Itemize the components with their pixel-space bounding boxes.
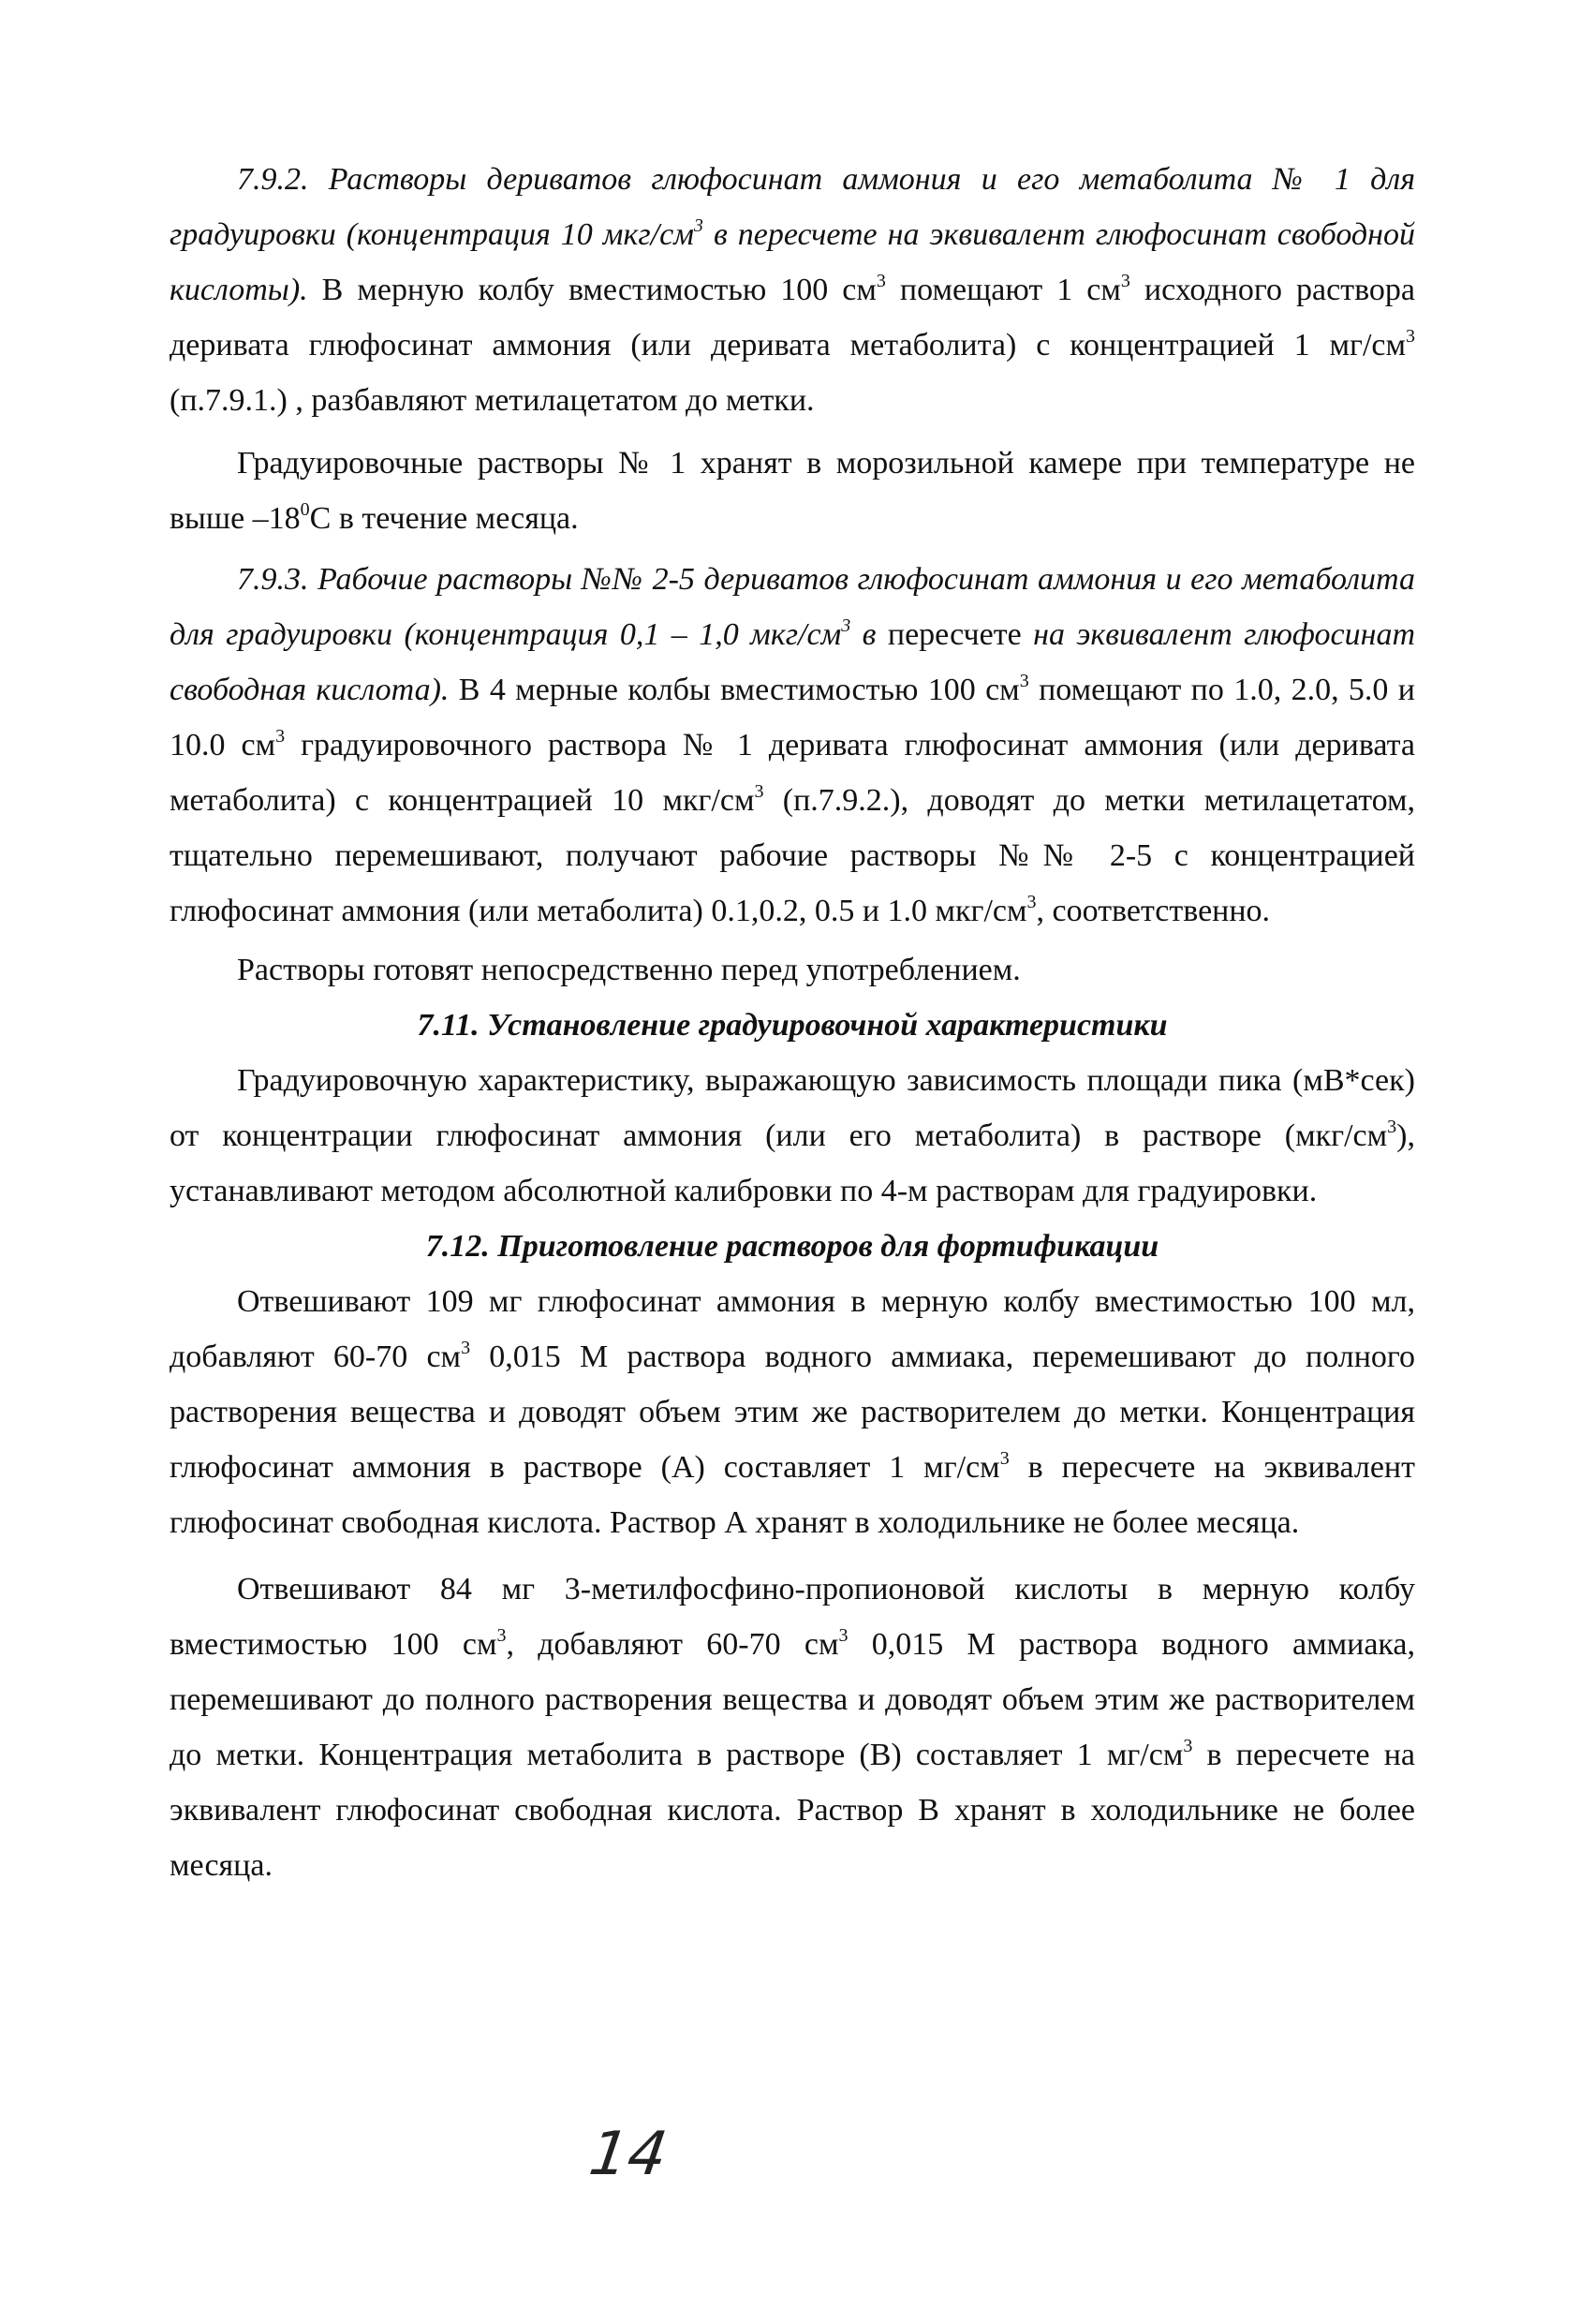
section-title-7-9-3-continued: в <box>850 617 877 652</box>
text-run: 0,015 М раствора водного аммиака, перемешивают до полного растворения вещества и доводят объем этим же растворителем до метки. Концентрация глюфосинат аммония в растворе (А) составляет 1 мг/см <box>170 1340 1416 1485</box>
superscript: 3 <box>693 215 703 236</box>
text-run: C в течение месяца. <box>309 501 579 536</box>
superscript: 3 <box>1026 892 1037 912</box>
section-title-7-9-3-end: на эквивалент глюфосинат свободная кислота). <box>170 617 1415 707</box>
text-run: , добавляют 60-70 см <box>506 1627 839 1662</box>
text-run: помещают по 1.0, 2.0, 5.0 и 10.0 см <box>170 673 1415 762</box>
superscript: 3 <box>461 1338 471 1358</box>
page-content <box>170 152 1415 1893</box>
text-run: градуировочного раствора № 1 деривата глюфосинат аммония (или деривата метаболита) с концентрацией 10 мкг/см <box>170 728 1416 818</box>
text-run: (п.7.9.1.) , разбавляют метилацетатом до метки. <box>170 383 815 418</box>
superscript: 3 <box>275 726 286 747</box>
text-run: , соответственно. <box>1036 894 1271 928</box>
text-run: (п.7.9.2.), доводят до метки метилацетатом, тщательно перемешивают, получают рабочие растворы №№ 2-5 с концентрацией глюфосинат аммония (или метаболита) 0.1,0.2, 0.5 и 1.0 мкг/см <box>170 783 1415 928</box>
text-run: помещают 1 см <box>885 273 1121 307</box>
text-run: исходного раствора деривата глюфосинат аммония (или деривата метаболита) с концентрацией 1 мг/см <box>170 273 1416 363</box>
superscript: 3 <box>1406 326 1415 347</box>
superscript: 3 <box>1183 1736 1193 1756</box>
text-run: В мерную колбу вместимостью 100 см <box>307 273 877 307</box>
text-run: пересчете <box>876 617 1034 652</box>
text-run: 0,015 М раствора водного аммиака, перемешивают до полного растворения вещества и доводят объем этим же растворителем до метки. Концентрация метаболита в растворе (В) составляет 1 мг/см <box>170 1627 1416 1772</box>
paragraph-storage <box>170 436 1415 546</box>
superscript: 3 <box>876 271 886 291</box>
paragraph-7-11 <box>170 1053 1415 1219</box>
superscript: 0 <box>300 499 310 520</box>
superscript: 3 <box>999 1448 1010 1469</box>
superscript: 3 <box>496 1625 507 1646</box>
heading-7-11: 7.11. Установление градуировочной характеристики <box>417 1008 1168 1043</box>
page-number: 14 <box>584 2120 672 2189</box>
text-run: в пересчете на эквивалент глюфосинат свободная кислота. Раствор А хранят в холодильнике не более месяца. <box>170 1450 1415 1540</box>
paragraph-7-9-3 <box>170 552 1415 939</box>
paragraph-prepared: Растворы готовят непосредственно перед употреблением. <box>237 953 1021 987</box>
heading-7-12: 7.12. Приготовление растворов для фортификации <box>425 1229 1159 1264</box>
text-run: ), устанавливают методом абсолютной калибровки по 4-м растворам для градуировки. <box>170 1118 1415 1208</box>
section-title-7-9-2: Растворы дериватов глюфосинат аммония и его метаболита № 1 для градуировки (концентрация 10 мкг/см <box>170 162 1416 252</box>
section-number-7-9-3: 7.9.3. <box>237 562 309 597</box>
text-run: Отвешивают 109 мг глюфосинат аммония в мерную колбу вместимостью 100 мл, добавляют 60-70 см <box>170 1284 1415 1374</box>
superscript: 3 <box>841 615 851 636</box>
text-run: Градуировочную характеристику, выражающую зависимость площади пика (мВ*сек) от концентрации глюфосинат аммония (или его метаболита) в растворе (мкг/см <box>170 1063 1415 1153</box>
text-run: В 4 мерные колбы вместимостью 100 см <box>449 673 1020 707</box>
superscript: 3 <box>1387 1117 1397 1137</box>
text-run: в пересчете на эквивалент глюфосинат свободная кислота. Раствор В хранят в холодильнике не более месяца. <box>170 1738 1415 1883</box>
paragraph-7-12-a <box>170 1274 1415 1550</box>
superscript: 3 <box>838 1625 849 1646</box>
paragraph-7-12-b <box>170 1562 1415 1893</box>
superscript: 3 <box>1019 671 1029 691</box>
text-run: Отвешивают 84 мг 3-метилфосфино-пропионовой кислоты в мерную колбу вместимостью 100 см <box>170 1572 1415 1662</box>
paragraph-7-9-2 <box>170 152 1415 428</box>
section-title-7-9-2-continued: в пересчете на эквивалент глюфосинат свободной кислоты). <box>170 217 1415 307</box>
superscript: 3 <box>1120 271 1130 291</box>
section-number-7-9-2: 7.9.2. <box>237 162 309 197</box>
section-title-7-9-3: Рабочие растворы №№ 2-5 дериватов глюфосинат аммония и его метаболита для градуировки (концентрация 0,1 – 1,0 мкг/см <box>170 562 1416 652</box>
text-run: Градуировочные растворы № 1 хранят в морозильной камере при температуре не выше –18 <box>170 446 1415 536</box>
superscript: 3 <box>754 781 764 802</box>
